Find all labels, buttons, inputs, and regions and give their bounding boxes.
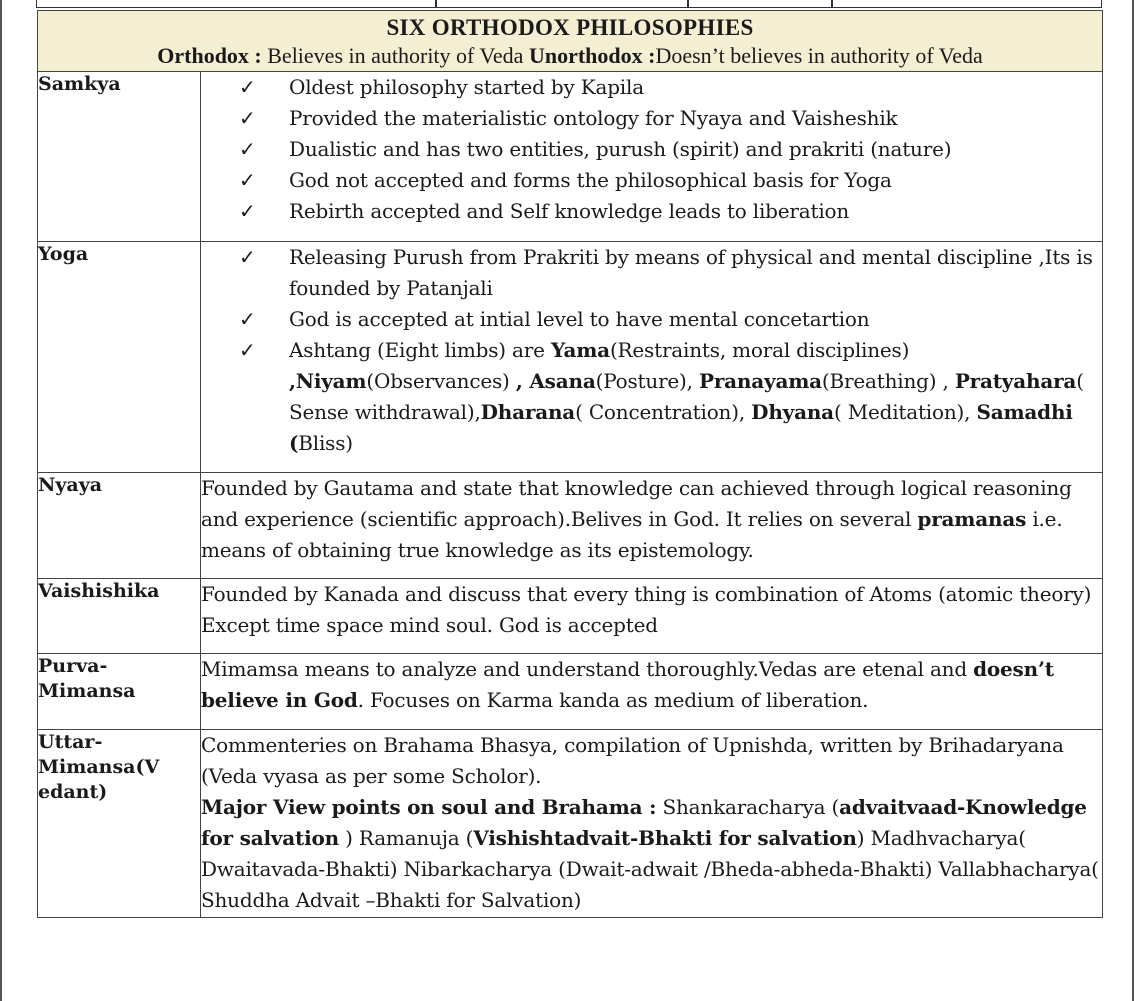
orthodox-text: Believes in authority of Veda (261, 43, 529, 68)
text-run: Shankaracharya ( (656, 795, 840, 819)
checklist (201, 242, 1102, 459)
limb-asana: , Asana (515, 369, 596, 393)
checklist (201, 72, 1102, 227)
check-icon: ✓ (239, 137, 256, 161)
list-item-text: Rebirth accepted and Self knowledge leads to liberation (289, 199, 850, 223)
unorthodox-text: Doesn’t believes in authority of Veda (655, 43, 983, 68)
name-line: edant) (38, 781, 108, 803)
table-header (38, 11, 1103, 72)
ashtang-intro: Ashtang (Eight limbs) are (289, 338, 551, 362)
philosophy-name: Nyaya (38, 473, 201, 579)
table-row (38, 72, 1103, 242)
previous-table-edge (36, 0, 1102, 8)
table-row (38, 730, 1103, 918)
paragraph: Commenteries on Brahama Bhasya, compilation of Upnishda, written by Brihadaryana (Veda vyasa as per some Scholor). (201, 733, 1064, 788)
list-item (201, 196, 1102, 227)
paragraph (201, 473, 1102, 566)
limb-desc: (Observances) (366, 369, 516, 393)
list-item (201, 134, 1102, 165)
bold-term: pramanas (917, 507, 1027, 531)
unorthodox-label: Unorthodox : (528, 43, 656, 68)
text-run: Founded by Gautama and state that knowledge can achieved through logical reasoning and experience (scientific approach).Belives in God. It relies on several (201, 476, 1072, 531)
philosophy-content (201, 654, 1103, 730)
philosophy-content (201, 72, 1103, 242)
bold-term: doesn’t believe in God (201, 657, 1054, 712)
bold-heading: Major View points on soul and Brahama : (201, 795, 657, 819)
bold-term: advaitvaad-Knowledge for salvation (201, 795, 1087, 850)
paragraph: Founded by Kanada and discuss that every thing is combination of Atoms (atomic theory) Except time space mind soul. God is accepted (201, 582, 1092, 637)
text-run: i.e. means of obtaining true knowledge as its epistemology. (201, 507, 1063, 562)
limb-samadhi: Samadhi ( (289, 400, 1073, 455)
limb-desc: (Posture), (595, 369, 699, 393)
name-line: Purva- (38, 655, 108, 677)
text-run: Mimamsa means to analyze and understand thoroughly.Vedas are etenal and (201, 657, 974, 681)
philosophy-content (201, 473, 1103, 579)
limb-desc: (Restraints, moral disciplines) (609, 338, 910, 362)
header-row (38, 11, 1103, 72)
check-icon: ✓ (239, 245, 256, 269)
limb-desc: (Breathing) , (821, 369, 955, 393)
limb-pranayama: Pranayama (698, 369, 822, 393)
text-run: ) Ramanuja ( (338, 826, 474, 850)
list-item (201, 165, 1102, 196)
list-item (201, 304, 1102, 335)
limb-niyam: ,Niyam (289, 369, 367, 393)
limb-pratyahara: Pratyahara (954, 369, 1077, 393)
previous-table-divider (831, 0, 833, 8)
philosophy-content (201, 730, 1103, 918)
philosophy-name (38, 730, 201, 918)
name-line: Uttar- (38, 731, 103, 753)
previous-table-divider (687, 0, 689, 8)
check-icon: ✓ (239, 168, 256, 192)
limb-desc: ( Meditation), (833, 400, 977, 424)
philosophy-content (201, 242, 1103, 473)
philosophy-name: Samkya (38, 72, 201, 242)
table-row (38, 473, 1103, 579)
list-item (201, 335, 1102, 459)
text-run: . Focuses on Karma kanda as medium of liberation. (357, 688, 869, 712)
check-icon: ✓ (239, 106, 256, 130)
limb-desc: ( Concentration), (575, 400, 752, 424)
philosophies-table (37, 10, 1103, 918)
check-icon: ✓ (239, 307, 256, 331)
previous-table-divider (435, 0, 437, 8)
list-item-text: Dualistic and has two entities, purush (spirit) and prakriti (nature) (289, 137, 952, 161)
limb-desc: Bliss) (298, 431, 353, 455)
limb-dhyana: Dhyana (751, 400, 834, 424)
paragraph (201, 792, 1102, 916)
philosophy-content (201, 579, 1103, 654)
table-title: SIX ORTHODOX PHILOSOPHIES (386, 15, 754, 40)
name-line: Mimansa (38, 680, 136, 702)
list-item (201, 103, 1102, 134)
list-item-text: Provided the materialistic ontology for Nyaya and Vaisheshik (289, 106, 898, 130)
name-line: Mimansa(V (38, 756, 160, 778)
table-subtitle (38, 42, 1102, 70)
check-icon: ✓ (239, 338, 256, 362)
table-row (38, 654, 1103, 730)
list-item (201, 72, 1102, 103)
list-item-text: Releasing Purush from Prakriti by means of physical and mental discipline ,Its is founded by Patanjali (289, 245, 1093, 300)
philosophy-name (38, 654, 201, 730)
paragraph (201, 654, 1102, 716)
check-icon: ✓ (239, 199, 256, 223)
text-run: ) Madhvacharya( Dwaitavada-Bhakti) Nibarkacharya (Dwait-adwait /Bheda-abheda-Bhakti) Vallabhacharya( Shuddha Advait –Bhakti for Salvation) (201, 826, 1099, 912)
orthodox-label: Orthodox : (157, 43, 262, 68)
philosophy-name: Yoga (38, 242, 201, 473)
philosophy-name: Vaishishika (38, 579, 201, 654)
page-left-border (0, 0, 2, 1001)
bold-term: Vishishtadvait-Bhakti for salvation (473, 826, 857, 850)
limb-dharana: Dharana (480, 400, 576, 424)
table-row (38, 579, 1103, 654)
table-row (38, 242, 1103, 473)
limb-desc: ( Sense withdrawal), (289, 369, 1084, 424)
list-item-text: Oldest philosophy started by Kapila (289, 75, 644, 99)
check-icon: ✓ (239, 75, 256, 99)
list-item-text: God is accepted at intial level to have mental concetartion (289, 307, 870, 331)
list-item (201, 242, 1102, 304)
list-item-text: God not accepted and forms the philosophical basis for Yoga (289, 168, 892, 192)
limb-yama: Yama (550, 338, 610, 362)
